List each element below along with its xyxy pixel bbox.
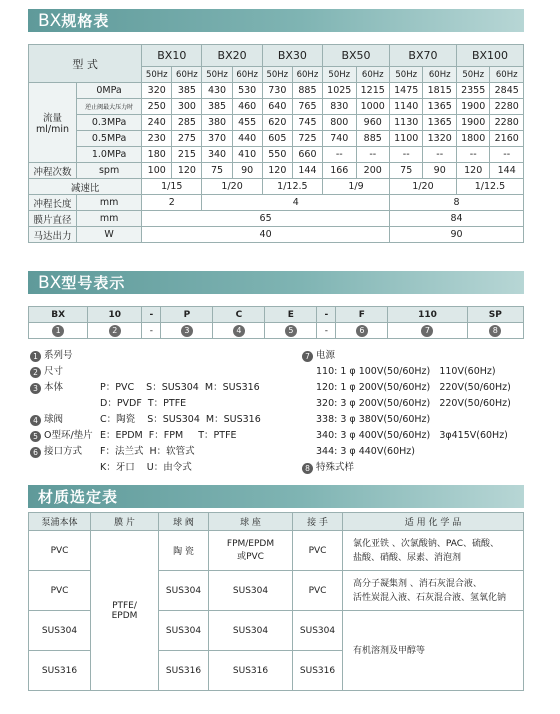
legend-number: 6 <box>30 447 41 458</box>
flow-label <box>29 83 77 163</box>
flow-cell: 1365 <box>423 99 456 115</box>
legend-value: C：陶瓷 S：SUS304 M：SUS316 <box>100 414 261 425</box>
body-cell: PVC <box>29 571 91 611</box>
freq-header: 60Hz <box>490 67 524 83</box>
flow-cell: 1365 <box>423 115 456 131</box>
joint-cell: SUS316 <box>293 651 343 691</box>
stroke-cell: 166 <box>323 163 356 179</box>
model-number-cell <box>88 323 142 339</box>
flow-cell: 1000 <box>356 99 389 115</box>
stroke-cell: 144 <box>292 163 322 179</box>
spec-table <box>28 44 524 243</box>
model-number-badge: 8 <box>489 325 501 337</box>
ratio-cell: 1/12.5 <box>456 179 523 195</box>
flow-cell: 640 <box>262 99 292 115</box>
legend-number: 5 <box>30 431 41 442</box>
length-cell: 2 <box>142 195 202 211</box>
flow-cell: 320 <box>142 83 172 99</box>
ball-cell: SUS304 <box>159 611 209 651</box>
diaphragm-label: 膜片直径 <box>29 211 77 227</box>
power-option: 338: 3 φ 380V(50/60Hz) <box>316 414 431 425</box>
pressure-label: 0.5MPa <box>77 131 142 147</box>
ratio-cell: 1/20 <box>202 179 262 195</box>
material-title-text: 材质选定表 <box>38 488 119 506</box>
legend-name: 接口方式 <box>44 446 83 457</box>
model-number-badge: 2 <box>109 325 121 337</box>
model-number-badge: 7 <box>421 325 433 337</box>
power-option: 340: 3 φ 400V(50/60Hz) 3φ415V(60Hz) <box>316 430 508 441</box>
freq-header: 50Hz <box>389 67 422 83</box>
flow-cell: 385 <box>172 83 202 99</box>
model-title-text: 型号表示 <box>61 274 126 292</box>
stroke-cell: 120 <box>172 163 202 179</box>
spec-title-code: BX <box>38 10 62 31</box>
flow-cell: -- <box>356 147 389 163</box>
legend-left <box>30 348 261 476</box>
freq-header: 60Hz <box>292 67 322 83</box>
model-number-badge: 5 <box>285 325 297 337</box>
flow-cell: 830 <box>323 99 356 115</box>
model-code-cell: F <box>336 307 388 323</box>
motor-cell: 40 <box>142 227 390 243</box>
diaphragm-cell: 65 <box>142 211 390 227</box>
flow-cell: 885 <box>356 131 389 147</box>
legend-name: 系列号 <box>44 350 73 361</box>
length-cell: 4 <box>202 195 390 211</box>
flow-cell: 380 <box>202 115 232 131</box>
model-code-cell: - <box>142 307 161 323</box>
model-number-cell: - <box>142 323 161 339</box>
body-cell: SUS316 <box>29 651 91 691</box>
body-cell: SUS304 <box>29 611 91 651</box>
material-header: 泵浦本体 <box>29 513 91 531</box>
stroke-cell: 90 <box>423 163 456 179</box>
flow-cell: 250 <box>142 99 172 115</box>
flow-cell: 285 <box>172 115 202 131</box>
model-number-badge: 4 <box>233 325 245 337</box>
model-title-bar <box>28 271 524 294</box>
ball-cell: 陶 瓷 <box>159 531 209 571</box>
freq-header: 50Hz <box>142 67 172 83</box>
flow-cell: 2160 <box>490 131 524 147</box>
flow-cell: 455 <box>232 115 262 131</box>
model-number-cell <box>161 323 213 339</box>
motor-label: 马达出力 <box>29 227 77 243</box>
material-title-bar <box>28 485 524 508</box>
power-number: 7 <box>302 351 313 362</box>
diaphragm-cell: 84 <box>389 211 523 227</box>
model-number-cell <box>213 323 265 339</box>
flow-cell: 740 <box>323 131 356 147</box>
flow-cell: 660 <box>292 147 322 163</box>
flow-cell: 215 <box>172 147 202 163</box>
legend-value: K：牙口 U：由令式 <box>100 462 192 473</box>
legend-name: 本体 <box>44 382 64 393</box>
seat-cell: SUS304 <box>209 611 293 651</box>
legend-value: D：PVDF T：PTFE <box>100 398 187 409</box>
legend-row <box>30 364 261 380</box>
model-header: BX50 <box>323 45 390 67</box>
legend-number: 3 <box>30 383 41 394</box>
flow-cell: 530 <box>232 83 262 99</box>
flow-cell: -- <box>423 147 456 163</box>
legend-name: 尺寸 <box>44 366 64 377</box>
flow-cell: 885 <box>292 83 322 99</box>
flow-cell: 1815 <box>423 83 456 99</box>
model-code-cell: C <box>213 307 265 323</box>
legend-row <box>30 380 261 396</box>
pressure-label: 0MPa <box>77 83 142 99</box>
flow-cell: 1100 <box>389 131 422 147</box>
ball-cell: SUS304 <box>159 571 209 611</box>
flow-cell: 275 <box>172 131 202 147</box>
flow-cell: 2355 <box>456 83 489 99</box>
pressure-label: 0.3MPa <box>77 115 142 131</box>
legend-row <box>30 460 261 476</box>
material-table <box>28 512 524 691</box>
legend-number: 2 <box>30 367 41 378</box>
freq-header: 60Hz <box>356 67 389 83</box>
flow-cell: 800 <box>323 115 356 131</box>
flow-cell: -- <box>323 147 356 163</box>
legend-value: E：EPDM F：FPM T：PTFE <box>100 430 237 441</box>
material-header: 适 用 化 学 品 <box>343 513 524 531</box>
model-header: BX100 <box>456 45 523 67</box>
model-number-cell <box>336 323 388 339</box>
model-header: BX20 <box>202 45 262 67</box>
legend-row <box>30 444 261 460</box>
flow-cell: 1475 <box>389 83 422 99</box>
seat-cell: SUS316 <box>209 651 293 691</box>
seat-cell: SUS304 <box>209 571 293 611</box>
ratio-cell: 1/20 <box>389 179 456 195</box>
model-header: BX10 <box>142 45 202 67</box>
flow-cell: 1025 <box>323 83 356 99</box>
flow-cell: 1900 <box>456 115 489 131</box>
stroke-cell: 120 <box>456 163 489 179</box>
length-label: 冲程长度 <box>29 195 77 211</box>
special-label: 特殊式样 <box>316 462 355 473</box>
flow-cell: 240 <box>142 115 172 131</box>
flow-cell: 340 <box>202 147 232 163</box>
power-option: 120: 1 φ 200V(50/60Hz) 220V(50/60Hz) <box>316 382 511 393</box>
flow-cell: -- <box>490 147 524 163</box>
flow-cell: -- <box>389 147 422 163</box>
flow-cell: 2280 <box>490 99 524 115</box>
power-label: 电源 <box>316 350 336 361</box>
motor-cell: 90 <box>389 227 523 243</box>
ratio-cell: 1/15 <box>142 179 202 195</box>
model-code-cell: - <box>317 307 336 323</box>
legend-name: O型环/垫片 <box>44 430 93 441</box>
flow-cell: 2845 <box>490 83 524 99</box>
model-header: BX70 <box>389 45 456 67</box>
power-option: 344: 3 φ 440V(60Hz) <box>316 446 415 457</box>
material-header: 球 阀 <box>159 513 209 531</box>
joint-cell: PVC <box>293 531 343 571</box>
model-number-badge: 6 <box>356 325 368 337</box>
material-header: 接 手 <box>293 513 343 531</box>
flow-cell: 1900 <box>456 99 489 115</box>
legend-value: P：PVC S：SUS304 M：SUS316 <box>100 382 260 393</box>
material-header: 球 座 <box>209 513 293 531</box>
legend-value: F：法兰式 H：软管式 <box>100 446 195 457</box>
spec-title-text: 规格表 <box>61 12 110 30</box>
type-header: 型 式 <box>29 45 142 83</box>
flow-cell: 1215 <box>356 83 389 99</box>
legend-name: 球阀 <box>44 414 64 425</box>
model-code-cell: P <box>161 307 213 323</box>
legend-row <box>30 348 261 364</box>
flow-cell: 460 <box>232 99 262 115</box>
model-number-badge: 1 <box>52 325 64 337</box>
flow-cell: 620 <box>262 115 292 131</box>
ball-cell: SUS316 <box>159 651 209 691</box>
diaphragm-cell: PTFE/ EPDM <box>91 531 159 691</box>
model-number-badge: 3 <box>181 325 193 337</box>
model-code-cell: E <box>265 307 317 323</box>
model-title-code: BX <box>38 272 62 293</box>
model-number-cell <box>467 323 523 339</box>
stroke-unit: spm <box>77 163 142 179</box>
special-number: 8 <box>302 463 313 474</box>
stroke-cell: 75 <box>202 163 232 179</box>
model-code-cell: BX <box>29 307 88 323</box>
freq-header: 50Hz <box>456 67 489 83</box>
freq-header: 50Hz <box>323 67 356 83</box>
seat-cell: FPM/EPDM 或PVC <box>209 531 293 571</box>
model-number-cell <box>29 323 88 339</box>
flow-cell: 2280 <box>490 115 524 131</box>
chem-cell: 有机溶剂及甲醇等 <box>343 611 524 691</box>
flow-cell: 410 <box>232 147 262 163</box>
flow-cell: 430 <box>202 83 232 99</box>
pressure-label: 逆止阀最大压力时 <box>77 99 142 115</box>
model-number-cell <box>265 323 317 339</box>
model-code-table <box>28 306 524 339</box>
material-header: 膜 片 <box>91 513 159 531</box>
flow-cell: 960 <box>356 115 389 131</box>
flow-cell: 1140 <box>389 99 422 115</box>
flow-cell: 385 <box>202 99 232 115</box>
legend-row <box>30 412 261 428</box>
spec-title-bar <box>28 9 524 32</box>
flow-cell: 730 <box>262 83 292 99</box>
chem-cell: 高分子凝集剂 、消石灰混合液、 活性炭混入液、石灰混合液、氢氧化钠 <box>343 571 524 611</box>
stroke-cell: 100 <box>142 163 172 179</box>
stroke-cell: 200 <box>356 163 389 179</box>
legend-row <box>30 428 261 444</box>
flow-cell: 550 <box>262 147 292 163</box>
stroke-cell: 144 <box>490 163 524 179</box>
flow-cell: 745 <box>292 115 322 131</box>
diaphragm-unit: mm <box>77 211 142 227</box>
legend-number: 4 <box>30 415 41 426</box>
flow-cell: 300 <box>172 99 202 115</box>
stroke-cell: 75 <box>389 163 422 179</box>
motor-unit: W <box>77 227 142 243</box>
model-header: BX30 <box>262 45 322 67</box>
flow-cell: 440 <box>232 131 262 147</box>
power-option: 110: 1 φ 100V(50/60Hz) 110V(60Hz) <box>316 366 496 377</box>
flow-cell: 765 <box>292 99 322 115</box>
body-cell: PVC <box>29 531 91 571</box>
stroke-cell: 90 <box>232 163 262 179</box>
ratio-cell: 1/12.5 <box>262 179 322 195</box>
joint-cell: PVC <box>293 571 343 611</box>
legend-number: 1 <box>30 351 41 362</box>
stroke-cell: 120 <box>262 163 292 179</box>
power-option: 320: 3 φ 200V(50/60Hz) 220V(50/60Hz) <box>316 398 511 409</box>
flow-cell: 725 <box>292 131 322 147</box>
length-cell: 8 <box>389 195 523 211</box>
legend-name <box>44 460 100 476</box>
legend-right <box>302 348 511 476</box>
flow-cell: 605 <box>262 131 292 147</box>
flow-cell: 1320 <box>423 131 456 147</box>
joint-cell: SUS304 <box>293 611 343 651</box>
freq-header: 60Hz <box>423 67 456 83</box>
model-code-cell: 10 <box>88 307 142 323</box>
ratio-label: 减速比 <box>29 179 142 195</box>
freq-header: 50Hz <box>202 67 232 83</box>
flow-label-cn: 流量 <box>42 113 62 124</box>
chem-cell: 氯化亚铁 、次氯酸钠、PAC、硫酸、 盐酸、硝酸、尿素、消泡剂 <box>343 531 524 571</box>
flow-label-unit: ml/min <box>35 124 69 135</box>
flow-cell: -- <box>456 147 489 163</box>
freq-header: 60Hz <box>232 67 262 83</box>
flow-cell: 370 <box>202 131 232 147</box>
flow-cell: 230 <box>142 131 172 147</box>
pressure-label: 1.0MPa <box>77 147 142 163</box>
flow-cell: 180 <box>142 147 172 163</box>
model-code-cell: SP <box>467 307 523 323</box>
stroke-label: 冲程次数 <box>29 163 77 179</box>
model-number-cell <box>388 323 467 339</box>
freq-header: 50Hz <box>262 67 292 83</box>
legend-row <box>30 396 261 412</box>
legend-name <box>44 396 100 412</box>
flow-cell: 1800 <box>456 131 489 147</box>
length-unit: mm <box>77 195 142 211</box>
freq-header: 60Hz <box>172 67 202 83</box>
model-code-cell: 110 <box>388 307 467 323</box>
model-number-cell: - <box>317 323 336 339</box>
ratio-cell: 1/9 <box>323 179 390 195</box>
flow-cell: 1130 <box>389 115 422 131</box>
